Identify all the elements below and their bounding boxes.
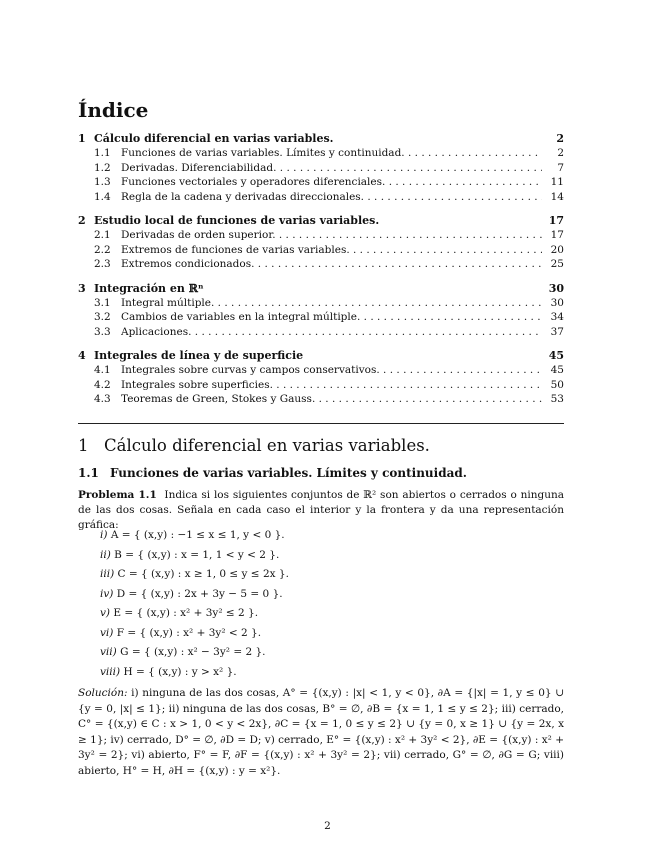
toc-section-title: Integrales sobre superficies. . . . — [121, 378, 542, 393]
item-expression: E = { (x,y) : x² + 3y² ≤ 2 }. — [113, 607, 259, 619]
item-roman: viii) — [100, 665, 121, 678]
toc-chapter-number: 4 — [78, 349, 86, 362]
toc-section-title: Regla de la cadena y derivadas direccionales. . . . — [121, 190, 542, 205]
solution — [78, 686, 564, 779]
item-roman: iv) — [100, 587, 114, 600]
toc-section-number: 1.1 — [94, 147, 111, 159]
solution-text: i) ninguna de las dos cosas, A° = {(x,y) : |x| < 1, y < 0}, ∂A = {|x| = 1, y ≤ 0} ∪ {y = 0, |x| ≤ 1}; ii) ninguna de las dos cosas, B° = ∅, ∂B = {x = 1, 1 ≤ y ≤ 2}; iii) cerrado, C° = {(x,y) ∈ C : x > 1, 0 < y < 2x}, ∂C = {x = 1, 0 ≤ y ≤ 2} ∪ {y = 0, x ≥ 1} ∪ {y = 2x, x ≥ 1}; iv) cerrado, D° = ∅, ∂D = D; v) cerrado, E° = {(x,y) : x² + 3y² < 2}, ∂E = {(x,y) : x² + 3y² = 2}; vi) abierto, F° = F, ∂F = {(x,y) : x² + 3y² = 2}; vii) cerrado, G° = ∅, ∂G = G; viii) abierto, H° = H, ∂H = {(x,y) : y = x²}. — [78, 687, 564, 777]
toc-chapter-page: 17 — [548, 214, 564, 227]
toc-section[interactable] — [78, 146, 564, 161]
toc-chapter-title: Cálculo diferencial en varias variables. — [94, 132, 334, 145]
toc-section-page: 20 — [550, 243, 564, 256]
toc-section-page: 50 — [550, 378, 564, 391]
toc-chapter-page: 45 — [548, 349, 564, 362]
table-of-contents — [78, 132, 564, 407]
toc-section[interactable] — [78, 257, 564, 272]
item-expression: D = { (x,y) : 2x + 3y − 5 = 0 }. — [116, 587, 283, 600]
toc-section-page: 53 — [550, 393, 564, 405]
toc-section-number: 2.1 — [94, 229, 111, 241]
toc-section-title: Teoremas de Green, Stokes y Gauss. . . . — [121, 392, 542, 407]
toc-section[interactable] — [78, 161, 564, 176]
item-expression: B = { (x,y) : x = 1, 1 < y < 2 }. — [114, 548, 280, 561]
list-item — [100, 663, 289, 683]
toc-section-page: 30 — [550, 296, 564, 309]
list-item — [100, 526, 289, 546]
list-item — [100, 565, 289, 585]
toc-section[interactable] — [78, 378, 564, 393]
item-roman: vi) — [100, 626, 114, 639]
toc-section-title: Cambios de variables en la integral múltiple. . . . — [121, 310, 542, 325]
section-number: 1 — [78, 436, 89, 455]
toc-section-page: 17 — [550, 229, 564, 241]
toc-section-title: Funciones vectoriales y operadores diferenciales. . . . — [121, 175, 542, 190]
item-roman: vii) — [100, 646, 117, 658]
toc-section[interactable] — [78, 325, 564, 340]
toc-chapter-page: 30 — [548, 281, 564, 295]
toc-section[interactable] — [78, 363, 564, 378]
toc-chapter[interactable] — [78, 349, 564, 363]
problem-text: Indica si los siguientes conjuntos de ℝ² son abiertos o cerrados o ninguna de las dos cosas. Señala en cada caso el interior y la frontera y da una representación gráfica: — [78, 489, 564, 531]
toc-section-page: 7 — [557, 161, 564, 174]
toc-section-page: 2 — [557, 147, 564, 159]
list-item — [100, 585, 289, 605]
toc-section[interactable] — [78, 392, 564, 407]
toc-section-page: 11 — [550, 176, 564, 188]
toc-section-number: 2.3 — [94, 258, 111, 270]
toc-section-title: Funciones de varias variables. Límites y continuidad. . . . — [121, 146, 542, 161]
toc-section-page: 45 — [550, 364, 564, 376]
toc-section-number: 1.4 — [94, 190, 111, 203]
toc-section[interactable] — [78, 243, 564, 258]
list-item — [100, 643, 289, 663]
toc-section[interactable] — [78, 190, 564, 205]
item-roman: iii) — [100, 568, 115, 580]
toc-section-number: 3.1 — [94, 296, 111, 309]
toc-chapter[interactable] — [78, 132, 564, 146]
item-roman: ii) — [100, 548, 111, 561]
toc-section-number: 1.2 — [94, 161, 111, 174]
toc-section-page: 34 — [550, 311, 564, 323]
toc-chapter-title: Integrales de línea y de superficie — [94, 349, 304, 362]
list-item — [100, 604, 289, 624]
toc-section-title: Extremos de funciones de varias variables. . . . — [121, 243, 542, 258]
toc-section-title: Extremos condicionados. . . . — [121, 257, 542, 272]
toc-section[interactable] — [78, 310, 564, 325]
toc-section-page: 25 — [550, 258, 564, 270]
toc-chapter-number: 3 — [78, 281, 86, 295]
divider — [78, 423, 564, 424]
toc-section-title: Integral múltiple. . . . — [121, 296, 542, 311]
toc-chapter-number: 1 — [78, 132, 86, 145]
toc-section-title: Derivadas. Diferenciabilidad. . . . — [121, 161, 542, 176]
toc-section-page: 37 — [550, 325, 564, 338]
subsection-heading — [78, 466, 467, 480]
toc-title: Índice — [78, 98, 149, 122]
toc-section[interactable] — [78, 175, 564, 190]
toc-chapter[interactable] — [78, 282, 564, 296]
toc-section-number: 4.2 — [94, 378, 111, 391]
item-expression: H = { (x,y) : y > x² }. — [123, 665, 237, 678]
toc-section-number: 3.2 — [94, 311, 111, 323]
list-item — [100, 624, 289, 644]
toc-section[interactable] — [78, 228, 564, 243]
toc-section-number: 3.3 — [94, 325, 111, 338]
item-roman: i) — [100, 529, 108, 541]
list-item — [100, 546, 289, 566]
page-number: 2 — [324, 820, 331, 832]
item-expression: F = { (x,y) : x² + 3y² < 2 }. — [116, 626, 262, 639]
toc-section-title: Integrales sobre curvas y campos conservativos. . . . — [121, 363, 542, 378]
toc-chapter-number: 2 — [78, 214, 86, 227]
solution-label: Solución: — [78, 687, 128, 699]
item-expression: A = { (x,y) : −1 ≤ x ≤ 1, y < 0 }. — [110, 529, 285, 541]
toc-chapter-page: 2 — [556, 132, 564, 145]
toc-chapter-title: Estudio local de funciones de varias variables. — [94, 214, 380, 227]
section-heading — [78, 436, 430, 455]
problem-label: Problema 1.1 — [78, 489, 157, 501]
item-expression: C = { (x,y) : x ≥ 1, 0 ≤ y ≤ 2x }. — [117, 568, 289, 580]
toc-section-title: Derivadas de orden superior. . . . — [121, 228, 542, 243]
toc-section-number: 2.2 — [94, 243, 111, 256]
item-expression: G = { (x,y) : x² − 3y² = 2 }. — [120, 646, 266, 658]
subsection-title: Funciones de varias variables. Límites y continuidad. — [110, 466, 467, 480]
subsection-number: 1.1 — [78, 466, 99, 480]
section-title: Cálculo diferencial en varias variables. — [104, 436, 430, 455]
toc-section-number: 4.3 — [94, 393, 111, 405]
item-roman: v) — [100, 607, 111, 619]
toc-section-page: 14 — [550, 190, 564, 203]
problem-items — [100, 526, 289, 682]
toc-section-title: Aplicaciones. . . . — [121, 325, 542, 340]
toc-chapter-title: Integración en ℝⁿ — [94, 281, 204, 295]
toc-section-number: 1.3 — [94, 176, 111, 188]
toc-chapter[interactable] — [78, 214, 564, 228]
toc-section[interactable] — [78, 296, 564, 311]
toc-section-number: 4.1 — [94, 364, 111, 376]
